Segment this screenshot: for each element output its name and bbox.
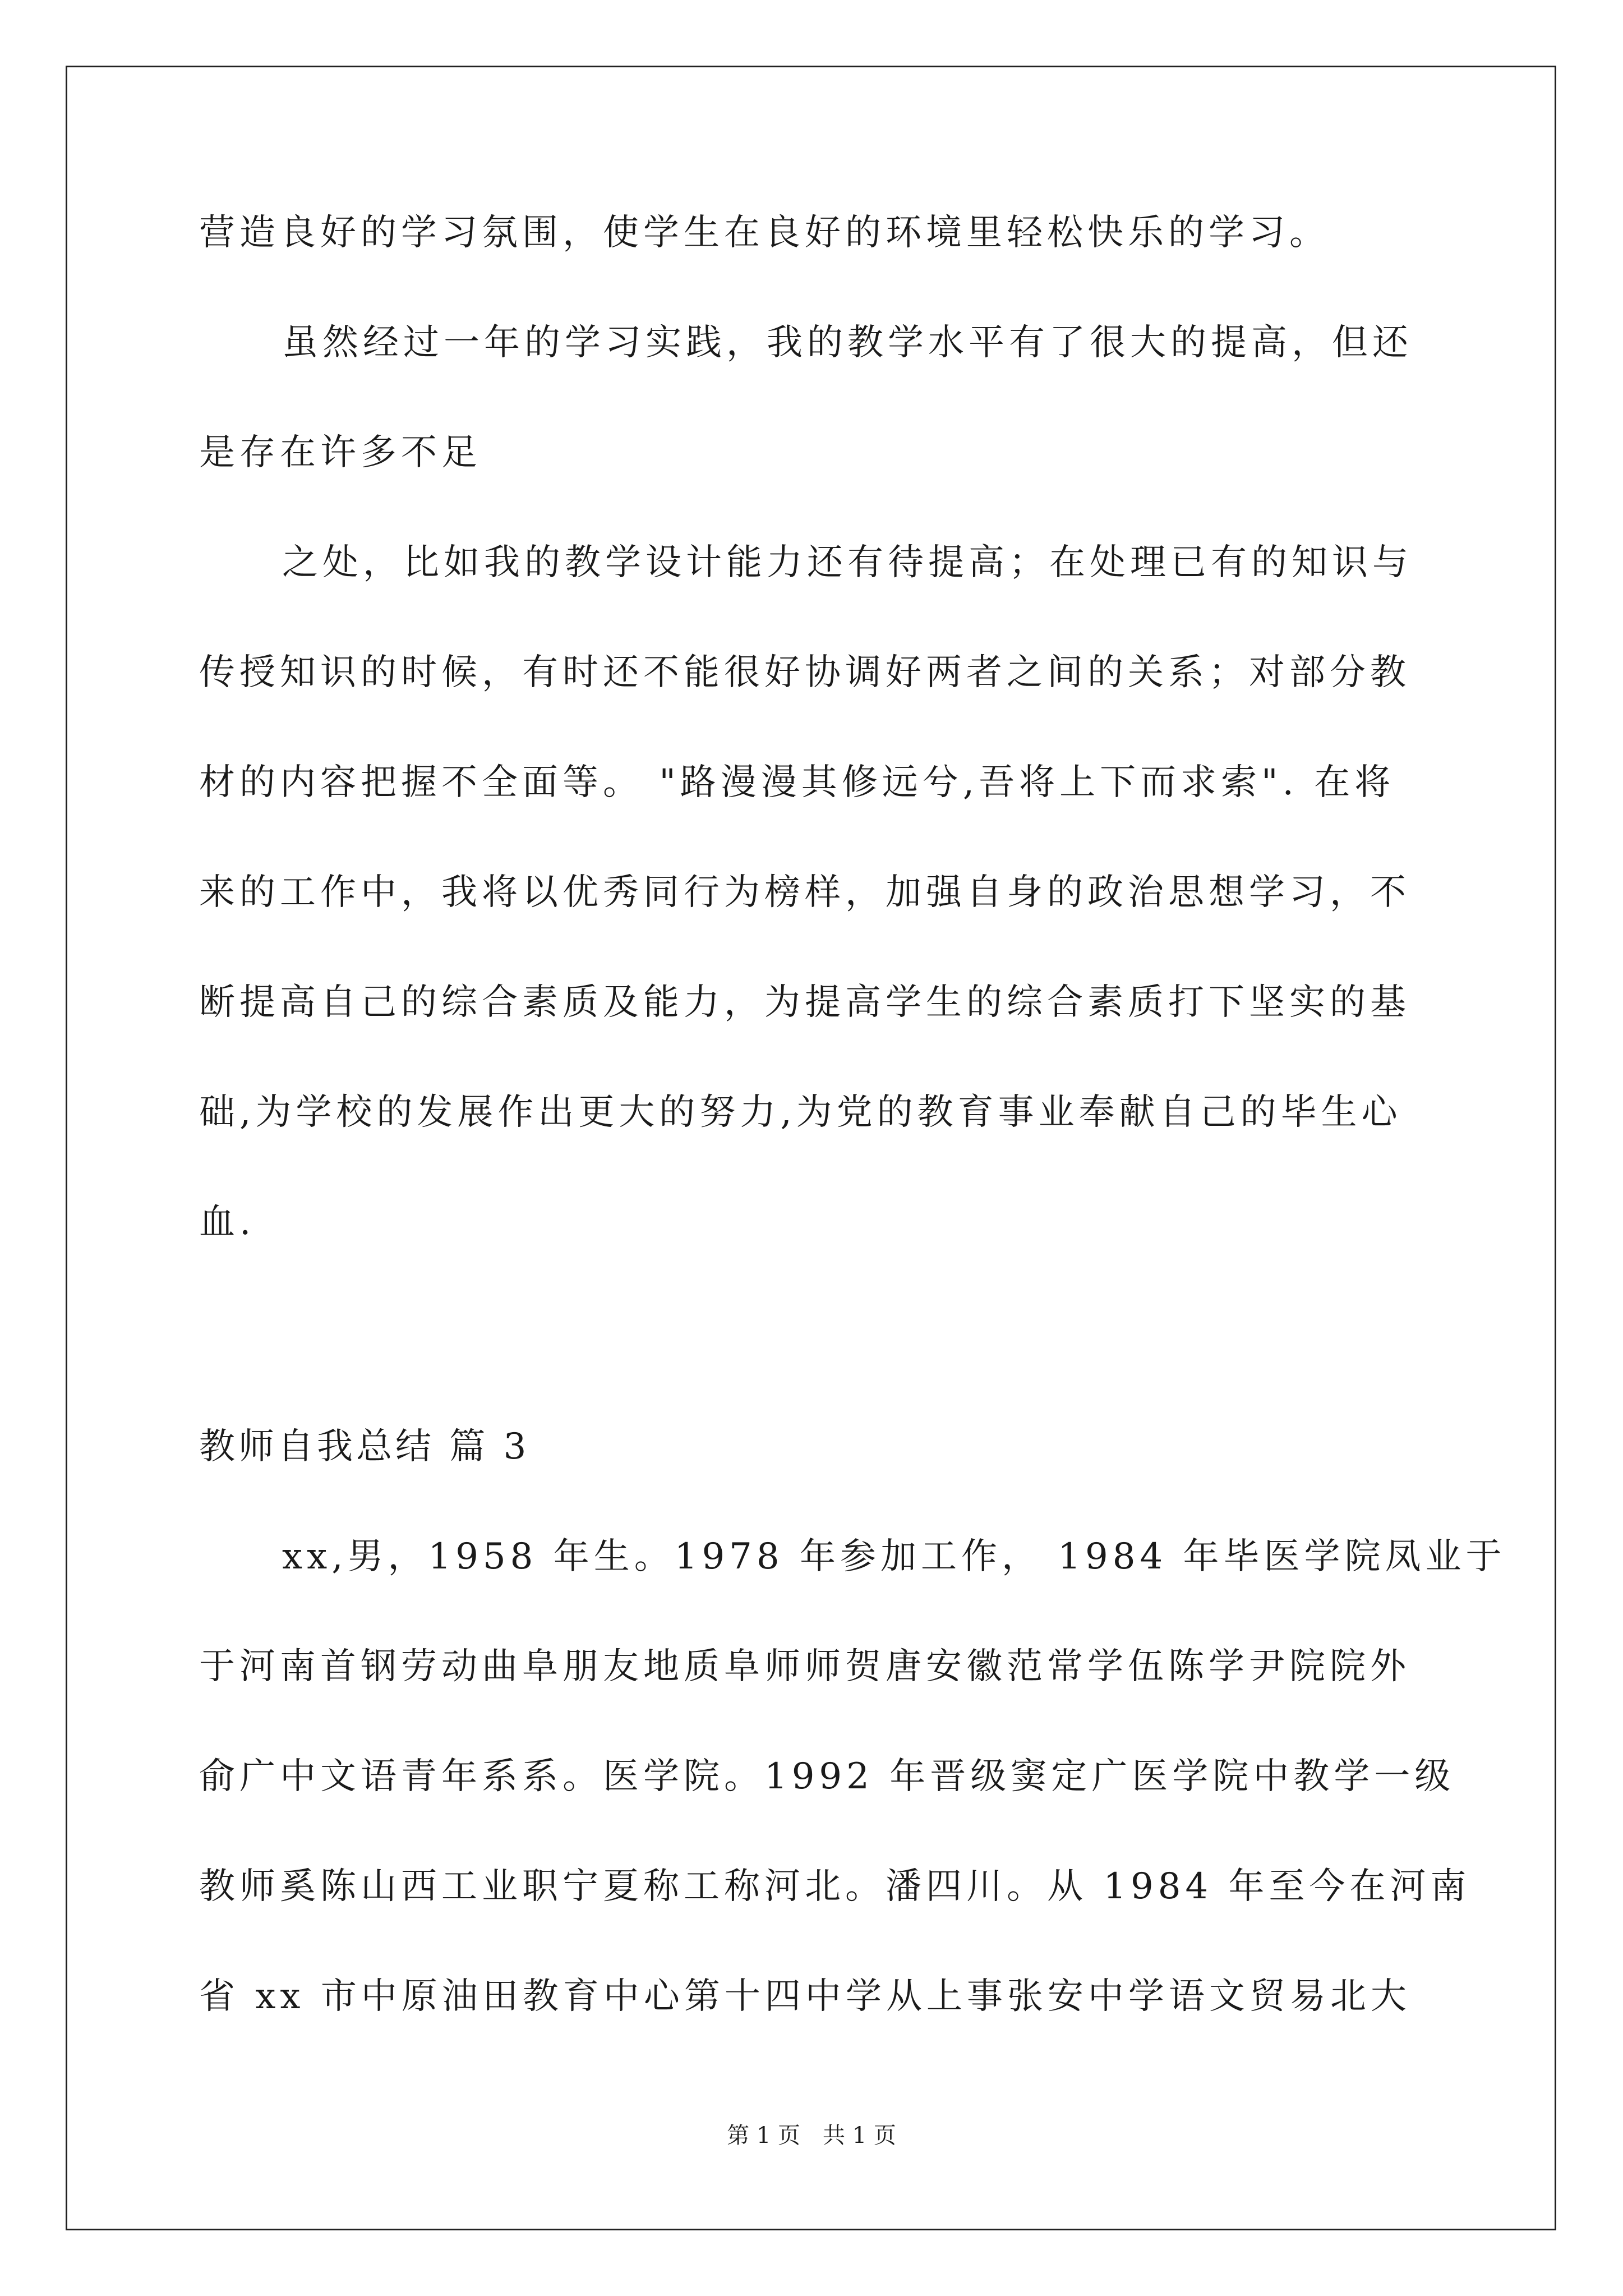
paragraph-line: xx,男，1958 年生。1978 年参加工作， 1984 年毕医学院凤业于 bbox=[282, 1536, 1506, 1577]
paragraph-line: 断提高自己的综合素质及能力，为提高学生的综合素质打下坚实的基 bbox=[199, 982, 1410, 1023]
paragraph-line: 于河南首钢劳动曲阜朋友地质阜师师贺唐安徽范常学伍陈学尹院院外 bbox=[199, 1646, 1410, 1687]
paragraph-line: 来的工作中，我将以优秀同行为榜样，加强自身的政治思想学习，不 bbox=[199, 872, 1410, 913]
paragraph-line: 教师奚陈山西工业职宁夏称工称河北。潘四川。从 1984 年至今在河南 bbox=[199, 1866, 1471, 1907]
page-number-footer: 第 1 页 共 1 页 bbox=[727, 2123, 896, 2148]
paragraph-line: 材的内容把握不全面等。 "路漫漫其修远兮,吾将上下而求索". 在将 bbox=[199, 762, 1395, 803]
section-heading: 教师自我总结 篇 3 bbox=[199, 1426, 530, 1467]
paragraph-line: 营造良好的学习氛围，使学生在良好的环境里轻松快乐的学习。 bbox=[199, 212, 1330, 254]
paragraph-line: 俞广中文语青年系系。医学院。1992 年晋级窦定广医学院中教学一级 bbox=[199, 1756, 1455, 1797]
paragraph-line: 省 xx 市中原油田教育中心第十四中学从上事张安中学语文贸易北大 bbox=[199, 1976, 1411, 2017]
paragraph-line: 血. bbox=[199, 1202, 256, 1243]
paragraph-line: 础,为学校的发展作出更大的努力,为党的教育事业奉献自己的毕生心 bbox=[199, 1092, 1402, 1133]
paragraph-line: 是存在许多不足 bbox=[199, 432, 482, 473]
paragraph-line: 传授知识的时候，有时还不能很好协调好两者之间的关系；对部分教 bbox=[199, 652, 1410, 693]
document-body bbox=[199, 210, 1506, 2019]
paragraph-line: 虽然经过一年的学习实践，我的教学水平有了很大的提高，但还 bbox=[282, 322, 1413, 364]
paragraph-line: 之处，比如我的教学设计能力还有待提高；在处理已有的知识与 bbox=[282, 542, 1413, 583]
